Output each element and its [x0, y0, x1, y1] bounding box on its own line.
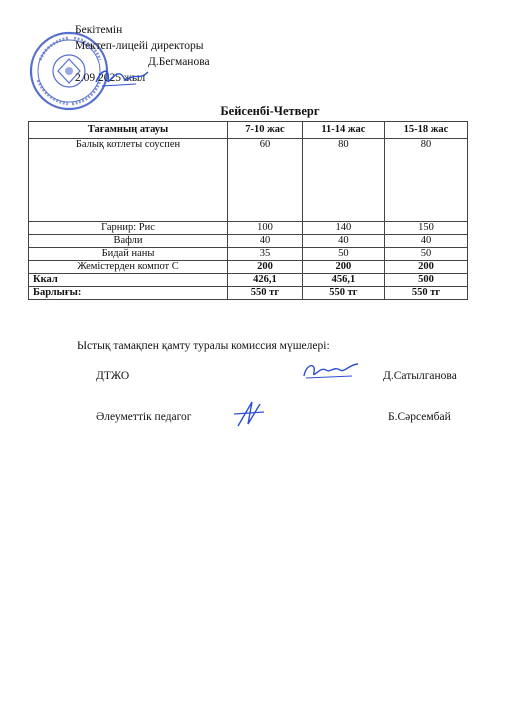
portion-15-18: 40 [384, 235, 467, 248]
table-row [29, 261, 468, 274]
table-row [29, 139, 468, 222]
director-signature-icon [92, 62, 152, 92]
dish-name: Бидай наны [29, 248, 228, 261]
portion-7-10: 200 [228, 261, 303, 274]
header-age-7-10: 7-10 жас [228, 122, 303, 139]
portion-7-10: 40 [228, 235, 303, 248]
portion-15-18: 80 [384, 139, 467, 222]
table-row [29, 248, 468, 261]
portion-11-14: 200 [302, 261, 384, 274]
dish-name: Вафли [29, 235, 228, 248]
total-15-18: 550 тг [384, 287, 467, 300]
calories-label: Ккал [29, 274, 228, 287]
member-signature-icon [300, 358, 362, 384]
commission-heading: Ыстық тамақпен қамту туралы комиссия мүшелері: [77, 340, 330, 352]
portion-15-18: 200 [384, 261, 467, 274]
table-row-calories [29, 274, 468, 287]
dish-name: Гарнир: Рис [29, 222, 228, 235]
header-age-11-14: 11-14 жас [302, 122, 384, 139]
portion-7-10: 60 [228, 139, 303, 222]
approval-date: 2.09.2025 жыл [75, 72, 146, 84]
header-age-15-18: 15-18 жас [384, 122, 467, 139]
portion-7-10: 35 [228, 248, 303, 261]
calories-7-10: 426,1 [228, 274, 303, 287]
portion-11-14: 80 [302, 139, 384, 222]
approval-heading: Бекітемін [75, 24, 123, 36]
total-label: Барлығы: [29, 287, 228, 300]
member-name: Б.Сәрсембай [388, 411, 451, 423]
portion-7-10: 100 [228, 222, 303, 235]
member-name: Д.Сатылганова [383, 370, 457, 382]
menu-day-title: Бейсенбі-Четверг [220, 104, 320, 118]
member-role: Әлеуметтік педагог [96, 411, 192, 423]
table-row [29, 222, 468, 235]
menu-table [28, 121, 468, 300]
portion-15-18: 150 [384, 222, 467, 235]
portion-15-18: 50 [384, 248, 467, 261]
member-role: ДТЖО [96, 370, 130, 382]
menu-table-header [29, 122, 468, 139]
approval-position: Мектеп-лицейі директоры [75, 40, 204, 52]
header-dish-name: Тағамның атауы [29, 122, 228, 139]
total-11-14: 550 тг [302, 287, 384, 300]
portion-11-14: 40 [302, 235, 384, 248]
dish-name: Жемістерден компот С [29, 261, 228, 274]
approval-signer-name: Д.Бегманова [148, 56, 210, 68]
total-7-10: 550 тг [228, 287, 303, 300]
member-signature-icon [232, 398, 266, 430]
calories-11-14: 456,1 [302, 274, 384, 287]
table-row [29, 235, 468, 248]
portion-11-14: 50 [302, 248, 384, 261]
dish-name: Балық котлеты соуспен [29, 139, 228, 222]
portion-11-14: 140 [302, 222, 384, 235]
calories-15-18: 500 [384, 274, 467, 287]
table-row-total [29, 287, 468, 300]
